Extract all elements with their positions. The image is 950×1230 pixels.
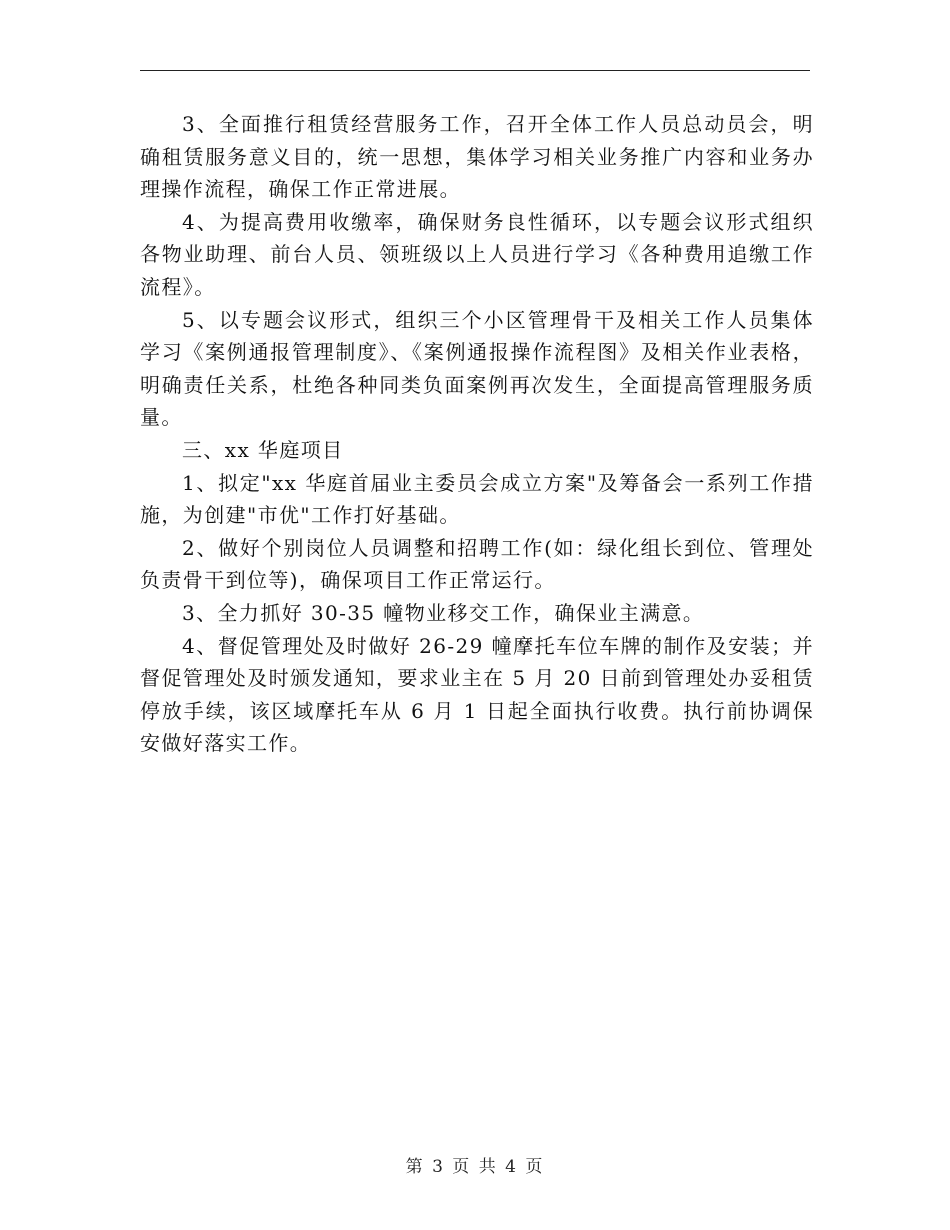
- section-paragraph-3: 3、全力抓好 30-35 幢物业移交工作，确保业主满意。: [182, 600, 705, 625]
- paragraph-item-4: 4、为提高费用收缴率，确保财务良性循环，以专题会议形式组织各物业助理、前台人员、领班级以上人员进行学习《各种费用追缴工作流程》。: [140, 209, 814, 299]
- header-rule: [140, 70, 810, 71]
- section-paragraph-1: 1、拟定"xx 华庭首届业主委员会成立方案"及筹备会一系列工作措施，为创建"市优"工作打好基础。: [140, 470, 814, 528]
- paragraph-item-5: 5、以专题会议形式，组织三个小区管理骨干及相关工作人员集体学习《案例通报管理制度》、《案例通报操作流程图》及相关作业表格，明确责任关系，杜绝各种同类负面案例再次发生，全面提高管理服务质量。: [140, 307, 814, 430]
- document-body: [140, 108, 814, 760]
- page-number-footer: 第 3 页 共 4 页: [405, 1157, 545, 1177]
- section-paragraph-2: 2、做好个别岗位人员调整和招聘工作(如：绿化组长到位、管理处负责骨干到位等)，确保项目工作正常运行。: [140, 535, 814, 593]
- section-heading: 三、xx 华庭项目: [182, 437, 344, 462]
- paragraph-item-3: 3、全面推行租赁经营服务工作，召开全体工作人员总动员会，明确租赁服务意义目的，统一思想，集体学习相关业务推广内容和业务办理操作流程，确保工作正常进展。: [140, 112, 814, 202]
- section-paragraph-4: 4、督促管理处及时做好 26-29 幢摩托车位车牌的制作及安装；并督促管理处及时颁发通知，要求业主在 5 月 20 日前到管理处办妥租赁停放手续，该区域摩托车从 6 月 1 日起全面执行收费。执行前协调保安做好落实工作。: [140, 633, 814, 756]
